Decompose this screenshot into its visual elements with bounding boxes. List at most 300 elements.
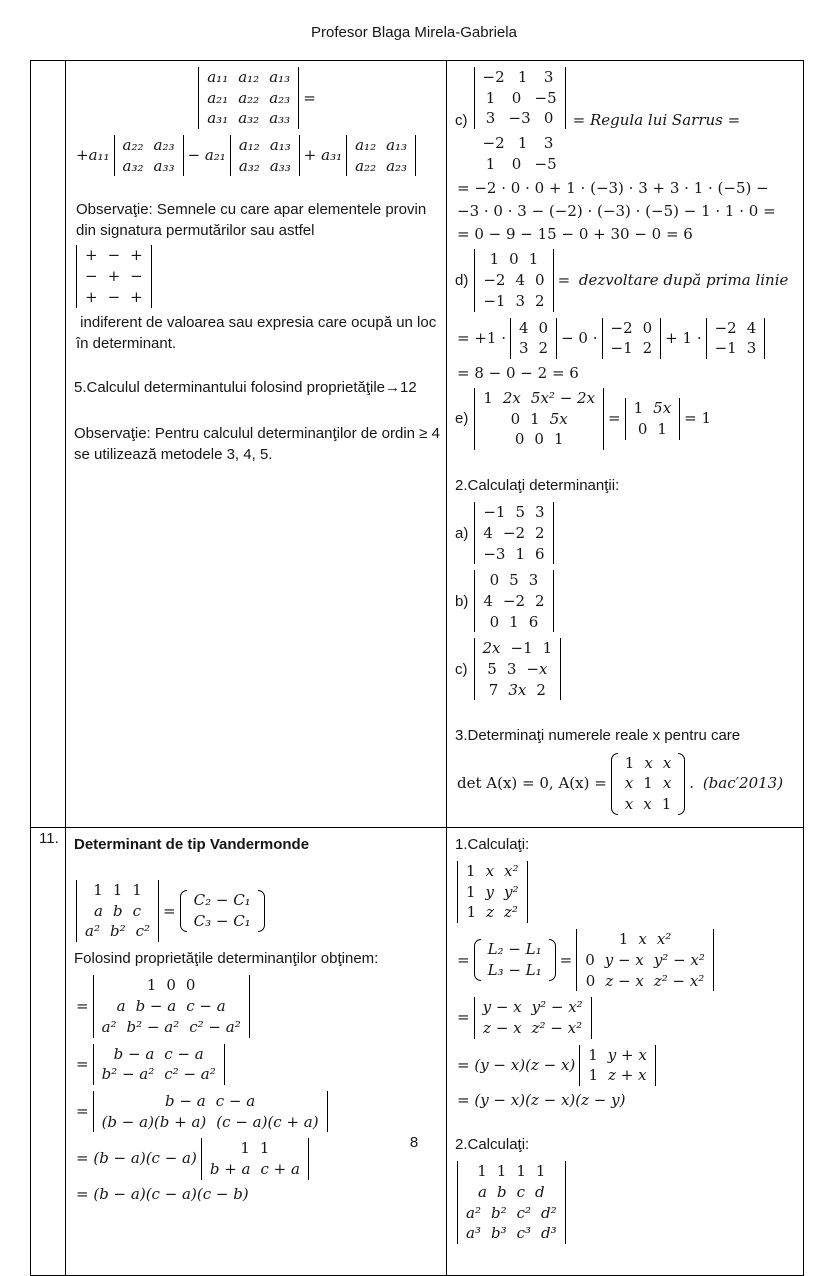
matrix-cell: (c − a)(c + a) xyxy=(216,1112,319,1131)
matrix-cell: 2x xyxy=(482,639,501,658)
matrix-row xyxy=(97,975,246,996)
matrix-row xyxy=(478,591,549,612)
matrix-grid xyxy=(198,67,299,129)
math-line xyxy=(455,500,797,566)
matrix-row xyxy=(580,929,710,950)
matrix-cell: 1 xyxy=(535,1162,546,1181)
matrix-grid xyxy=(189,890,256,931)
matrix-cell: 1 xyxy=(618,930,629,949)
matrix-row xyxy=(478,638,558,659)
matrix-cell: d³ xyxy=(541,1224,557,1243)
matrix-cell: 1 xyxy=(93,881,103,900)
matrix-row xyxy=(202,108,295,129)
right-paren-icon xyxy=(549,939,556,980)
matrix-grid xyxy=(457,1161,566,1244)
matrix-cell: c² xyxy=(135,922,151,941)
matrix-cell: 1 xyxy=(112,881,123,900)
matrix-cell: a xyxy=(116,997,126,1016)
matrix-row xyxy=(620,753,676,774)
matrix-cell: + xyxy=(85,246,98,265)
math-text: dezvoltare după prima linie xyxy=(578,270,789,289)
right-paren-icon xyxy=(258,890,265,931)
determinant xyxy=(457,1161,566,1244)
matrix-cell: 4 xyxy=(746,318,757,337)
math-line xyxy=(455,247,797,313)
matrix-cell: −5 xyxy=(534,88,557,107)
row-number-cell: 11. xyxy=(31,827,66,1275)
math-text: + 1 · xyxy=(665,328,702,347)
matrix-cell: b² − a² xyxy=(101,1065,155,1084)
matrix-row xyxy=(478,570,549,591)
matrix-row xyxy=(80,921,155,942)
matrix-grid xyxy=(478,133,562,174)
matrix-cell: 0 xyxy=(185,976,196,995)
matrix-cell: b xyxy=(112,901,123,920)
matrix-cell: 4 xyxy=(483,591,493,610)
math-line xyxy=(455,316,797,361)
determinant xyxy=(76,245,152,307)
matrix-row xyxy=(118,156,180,177)
matrix-cell: c xyxy=(132,901,141,920)
matrix-row xyxy=(478,544,549,565)
matrix-grid xyxy=(576,929,714,991)
paragraph: Folosind proprietăţile determinanţilor obţinem: xyxy=(74,950,379,968)
math-line xyxy=(455,927,797,993)
matrix-cell: c³ xyxy=(516,1224,532,1243)
matrix-cell: 0 xyxy=(642,318,653,337)
matrix-cell: x² xyxy=(656,930,672,949)
matrix-row xyxy=(606,338,658,359)
matrix-cell: − xyxy=(130,267,143,286)
matrix-cell: −1 xyxy=(483,291,506,310)
left-content-cell xyxy=(66,61,447,828)
math-line xyxy=(74,1089,440,1134)
matrix-row xyxy=(97,996,246,1017)
matrix-cell: a₁₂ xyxy=(238,68,260,86)
matrix-cell: L₂ − L₁ xyxy=(487,940,542,959)
matrix-row xyxy=(461,902,524,923)
determinant xyxy=(474,388,604,450)
matrix-cell: a₂₂ xyxy=(122,136,144,155)
matrix-row xyxy=(478,409,600,430)
matrix-cell: 1 xyxy=(624,753,635,772)
item-label: c) xyxy=(455,660,468,678)
paragraph: 1.Calculaţi: xyxy=(455,835,530,853)
matrix-cell: 3x xyxy=(508,680,527,699)
matrix-row xyxy=(80,266,148,287)
matrix-grid xyxy=(625,398,681,439)
math-line xyxy=(455,1159,797,1246)
page-number: 8 xyxy=(409,1134,419,1151)
spacer xyxy=(455,1113,797,1130)
matrix-cell: 1 xyxy=(466,862,476,881)
matrix-cell: 1 xyxy=(489,250,500,269)
matrix-cell: 1 xyxy=(643,774,653,793)
spacer xyxy=(455,704,797,721)
matrix-cell: 3 xyxy=(485,109,496,128)
row-number-cell xyxy=(31,61,66,828)
matrix-cell: 1 xyxy=(146,976,157,995)
matrix-row xyxy=(461,1203,562,1224)
matrix-cell: a₂₃ xyxy=(153,136,175,155)
math-text: = xyxy=(557,270,575,289)
math-text: − 0 · xyxy=(561,328,598,347)
matrix-cell: 1 xyxy=(516,1162,526,1181)
math-line xyxy=(74,133,440,178)
matrix-row xyxy=(710,318,762,339)
matrix-row xyxy=(97,1064,221,1085)
math-line xyxy=(74,199,440,353)
matrix-cell: a₂₃ xyxy=(269,88,291,107)
matrix-cell: + xyxy=(85,287,98,306)
right-paren-icon xyxy=(678,753,685,815)
matrix-cell: 1 xyxy=(509,612,519,631)
matrix-cell: 2x xyxy=(502,388,521,407)
determinant xyxy=(474,249,553,311)
math-line xyxy=(455,995,797,1040)
table-row xyxy=(31,61,804,828)
matrix-cell: 5x xyxy=(653,399,672,418)
math-line xyxy=(74,1042,440,1087)
math-text: = xyxy=(303,88,316,107)
spacer xyxy=(74,402,440,419)
matrix-cell: + xyxy=(130,287,143,306)
matrix-cell: 1 xyxy=(259,1139,270,1158)
matrix-cell: b² − a² xyxy=(126,1017,180,1036)
matrix-cell: 1 xyxy=(661,795,672,814)
matrix-cell: 6 xyxy=(535,544,545,563)
spacer xyxy=(74,356,440,373)
matrix-cell: y² − x² xyxy=(531,998,583,1017)
matrix-row xyxy=(461,1182,562,1203)
matrix-cell: −2 xyxy=(714,318,737,337)
matrix-cell: 1 xyxy=(530,409,540,428)
matrix-cell: 1 xyxy=(240,1139,250,1158)
matrix-cell: a₃₂ xyxy=(238,156,260,175)
matrix-cell: 4 xyxy=(518,318,529,337)
matrix-cell: 0 xyxy=(585,950,595,969)
matrix-cell: c² xyxy=(516,1203,532,1222)
matrix-cell: b² xyxy=(109,922,126,941)
math-text: = (b − a)(c − a)(c − b) xyxy=(76,1184,249,1203)
paragraph: 5.Calculul determinantului folosind proprietăţile→12 xyxy=(74,378,417,396)
matrix-cell: y − x xyxy=(604,950,644,969)
matrix-cell: z − x xyxy=(483,1018,522,1037)
determinant xyxy=(602,318,662,359)
matrix-cell: −3 xyxy=(483,544,506,563)
paragraph: Determinant de tip Vandermonde xyxy=(74,835,310,853)
matrix-row xyxy=(80,287,148,308)
matrix-row xyxy=(478,291,549,312)
matrix-cell: c xyxy=(516,1182,525,1201)
right-content-cell xyxy=(447,827,804,1275)
math-text: = xyxy=(608,409,621,428)
math-text: . xyxy=(689,774,699,793)
math-text: = Regula lui Sarrus = xyxy=(572,111,741,130)
matrix-cell: x xyxy=(624,795,634,814)
paragraph: 3.Determinaţi numerele reale x pentru care xyxy=(455,727,741,745)
matrix-grid xyxy=(474,388,604,450)
matrix-cell: a₁₃ xyxy=(269,68,291,86)
matrix-parens xyxy=(474,939,556,980)
matrix-grid xyxy=(93,1044,225,1085)
matrix-row xyxy=(478,249,549,270)
matrix-cell: c + a xyxy=(260,1159,300,1178)
matrix-cell: z − x xyxy=(605,971,644,990)
matrix-cell: a² xyxy=(85,922,100,941)
matrix-cell: 1 xyxy=(466,882,476,901)
matrix-cell: 1 xyxy=(496,1162,507,1181)
matrix-cell: −x xyxy=(526,660,548,679)
item-label: c) xyxy=(455,112,468,130)
math-line xyxy=(74,1184,440,1205)
matrix-cell: x xyxy=(662,774,672,793)
matrix-cell: 1 xyxy=(485,88,496,107)
matrix-grid xyxy=(474,997,592,1038)
matrix-row xyxy=(189,890,256,911)
matrix-cell: x xyxy=(485,862,495,881)
matrix-cell: −2 xyxy=(502,523,526,542)
sarrus-determinant xyxy=(472,65,568,176)
matrix-cell: x xyxy=(638,930,647,949)
math-text: = 0 − 9 − 15 − 0 + 30 − 0 = 6 xyxy=(457,225,693,244)
spacer xyxy=(455,454,797,471)
math-line xyxy=(455,568,797,634)
math-line xyxy=(455,636,797,702)
matrix-cell: x xyxy=(644,753,653,772)
matrix-grid xyxy=(93,975,250,1037)
matrix-cell: −5 xyxy=(534,154,557,173)
determinant xyxy=(579,1045,656,1086)
matrix-cell: 1 xyxy=(466,903,477,922)
matrix-cell: −1 xyxy=(483,503,506,522)
matrix-cell: a xyxy=(478,1182,487,1201)
item-label: e) xyxy=(455,410,469,428)
matrix-row xyxy=(478,88,562,109)
matrix-row xyxy=(580,971,710,992)
paragraph: 2.Calculaţi: xyxy=(455,1135,530,1153)
matrix-cell: y + x xyxy=(607,1045,647,1064)
determinant xyxy=(346,135,416,176)
matrix-cell: 0 xyxy=(489,571,500,590)
matrix-cell: a₂₃ xyxy=(386,156,408,175)
left-content-cell xyxy=(66,827,447,1275)
matrix-row xyxy=(97,1091,324,1112)
matrix-cell: 5 xyxy=(487,660,497,679)
matrix-rows xyxy=(478,133,562,174)
matrix-cell: − xyxy=(107,287,121,306)
math-line xyxy=(74,878,440,944)
math-line xyxy=(455,751,797,817)
matrix-cell: 1 xyxy=(588,1045,598,1064)
matrix-cell: a₃₃ xyxy=(153,156,175,175)
matrix-cell: 0 xyxy=(489,612,500,631)
matrix-cell: b xyxy=(496,1182,507,1201)
matrix-cell: + xyxy=(107,267,121,286)
matrix-cell: 1 xyxy=(517,68,528,86)
matrix-cell: 0 xyxy=(637,419,648,438)
matrix-row xyxy=(97,1017,246,1038)
determinant xyxy=(474,638,562,700)
matrix-row xyxy=(202,88,295,109)
matrix-cell: 0 xyxy=(535,271,545,290)
matrix-grid xyxy=(76,245,152,307)
matrix-row xyxy=(620,773,676,794)
matrix-cell: 1 xyxy=(588,1066,599,1085)
matrix-cell: 1 xyxy=(517,134,528,153)
matrix-cell: x xyxy=(643,795,652,814)
matrix-row xyxy=(118,135,180,156)
matrix-cell: 3 xyxy=(746,339,757,358)
determinant xyxy=(625,398,681,439)
matrix-cell: −1 xyxy=(510,639,533,658)
determinant xyxy=(114,135,184,176)
matrix-cell: 1 xyxy=(132,881,142,900)
determinant xyxy=(706,318,766,359)
math-text: − a₂₁ xyxy=(187,146,226,165)
matrix-row xyxy=(350,156,412,177)
matrix-row xyxy=(461,861,524,882)
matrix-row xyxy=(483,960,547,981)
matrix-cell: 1 xyxy=(515,544,526,563)
math-text: = xyxy=(559,950,573,969)
matrix-cell: a₃₁ xyxy=(207,109,229,128)
determinant xyxy=(76,880,159,942)
matrix-cell: a₂₁ xyxy=(207,88,229,107)
math-text: = (b − a)(c − a) xyxy=(76,1149,197,1168)
matrix-grid xyxy=(346,135,416,176)
matrix-grid xyxy=(230,135,300,176)
matrix-grid xyxy=(93,1091,328,1132)
matrix-cell: a₁₁ xyxy=(207,68,229,86)
matrix-cell: 0 xyxy=(511,154,522,173)
matrix-cell: −1 xyxy=(610,339,633,358)
matrix-row xyxy=(478,502,549,523)
determinant xyxy=(474,67,566,129)
matrix-cell: a₁₃ xyxy=(386,136,408,155)
matrix-cell: 0 xyxy=(510,409,521,428)
table-row xyxy=(31,827,804,1275)
determinant xyxy=(93,1091,328,1132)
matrix-cell: b − a xyxy=(165,1091,206,1110)
determinant xyxy=(230,135,300,176)
matrix-cell: c − a xyxy=(215,1091,256,1110)
math-text: = xyxy=(76,1102,89,1121)
paragraph: Observaţie: Pentru calculul determinanţilor de ordin ≥ 4 se utilizează metodele 3, 4, 5. xyxy=(74,424,440,464)
matrix-cell: b³ xyxy=(490,1224,507,1243)
matrix-row xyxy=(710,338,762,359)
matrix-cell: + xyxy=(130,246,143,265)
math-text: = 1 xyxy=(684,409,712,428)
matrix-cell: 7 xyxy=(488,680,499,699)
matrix-cell: 1 xyxy=(633,399,644,418)
matrix-cell: d² xyxy=(541,1203,557,1222)
matrix-cell: 0 xyxy=(534,430,544,449)
matrix-cell: 1 xyxy=(528,250,539,269)
matrix-cell: a₃₂ xyxy=(238,109,260,128)
math-line xyxy=(455,201,797,222)
math-text: = 8 − 0 − 2 = 6 xyxy=(457,363,579,382)
right-content-cell xyxy=(447,61,804,828)
matrix-cell: 3 xyxy=(543,134,554,153)
matrix-cell: −2 xyxy=(610,318,633,337)
matrix-cell: 0 xyxy=(514,430,525,449)
paragraph: 2.Calculaţi determinanţii: xyxy=(455,476,620,494)
matrix-row xyxy=(80,880,155,901)
matrix-cell: 2 xyxy=(535,291,545,310)
matrix-row xyxy=(478,108,562,129)
math-line xyxy=(455,859,797,925)
matrix-row xyxy=(514,338,553,359)
matrix-cell: a xyxy=(94,901,103,920)
matrix-cell: y − x xyxy=(482,998,522,1017)
left-paren-icon xyxy=(611,753,618,815)
matrix-row xyxy=(350,135,412,156)
math-line xyxy=(455,363,797,384)
math-text: Observaţie: Semnele cu care apar elementele provin din signatura permutărilor sau astfel xyxy=(76,201,431,240)
math-line xyxy=(74,65,440,131)
matrix-cell: 0 xyxy=(585,971,596,990)
determinant xyxy=(474,570,553,632)
matrix-cell: x² xyxy=(504,862,519,881)
spacer xyxy=(74,180,440,197)
matrix-cell: a₁₂ xyxy=(238,136,260,155)
left-paren-icon xyxy=(474,939,481,980)
matrix-cell: c − a xyxy=(164,1044,204,1063)
matrix-parens xyxy=(180,890,265,931)
matrix-cell: −2 xyxy=(483,271,506,290)
matrix-cell: − xyxy=(107,246,121,265)
matrix-cell: 3 xyxy=(528,571,539,590)
math-text: = −2 · 0 · 0 + 1 · (−3) · 3 + 3 · 1 · (−5) − xyxy=(457,179,769,198)
determinant xyxy=(576,929,714,991)
matrix-row xyxy=(478,1018,588,1039)
matrix-grid xyxy=(474,502,553,564)
matrix-row xyxy=(606,318,658,339)
matrix-cell: 1 xyxy=(553,430,564,449)
matrix-cell: 0 xyxy=(166,976,176,995)
math-line xyxy=(455,178,797,199)
matrix-cell: 4 xyxy=(515,271,526,290)
matrix-row xyxy=(205,1159,305,1180)
matrix-grid xyxy=(76,880,159,942)
matrix-row xyxy=(97,1112,324,1133)
matrix-cell: y xyxy=(485,882,495,901)
matrix-cell: c² − a² xyxy=(164,1065,216,1084)
matrix-row xyxy=(629,419,677,440)
matrix-cell: 1 xyxy=(483,388,493,407)
left-paren-icon xyxy=(180,890,187,931)
matrix-cell: 4 xyxy=(483,523,493,542)
matrix-row xyxy=(478,429,600,450)
math-line xyxy=(455,65,797,176)
matrix-grid xyxy=(474,249,553,311)
matrix-row xyxy=(80,245,148,266)
matrix-cell: 6 xyxy=(528,612,539,631)
matrix-cell: a³ xyxy=(466,1224,481,1243)
matrix-cell: b − a xyxy=(113,1044,155,1063)
matrix-row xyxy=(234,135,296,156)
matrix-cell: L₃ − L₁ xyxy=(487,961,542,980)
matrix-cell: 2 xyxy=(536,680,546,699)
math-text: = xyxy=(163,901,176,920)
matrix-cell: a₃₃ xyxy=(269,156,291,175)
matrix-grid xyxy=(474,67,566,129)
matrix-cell: x xyxy=(624,774,634,793)
matrix-cell: 1 xyxy=(477,1162,487,1181)
math-text: = +1 · xyxy=(457,328,506,347)
matrix-row xyxy=(461,1161,562,1182)
